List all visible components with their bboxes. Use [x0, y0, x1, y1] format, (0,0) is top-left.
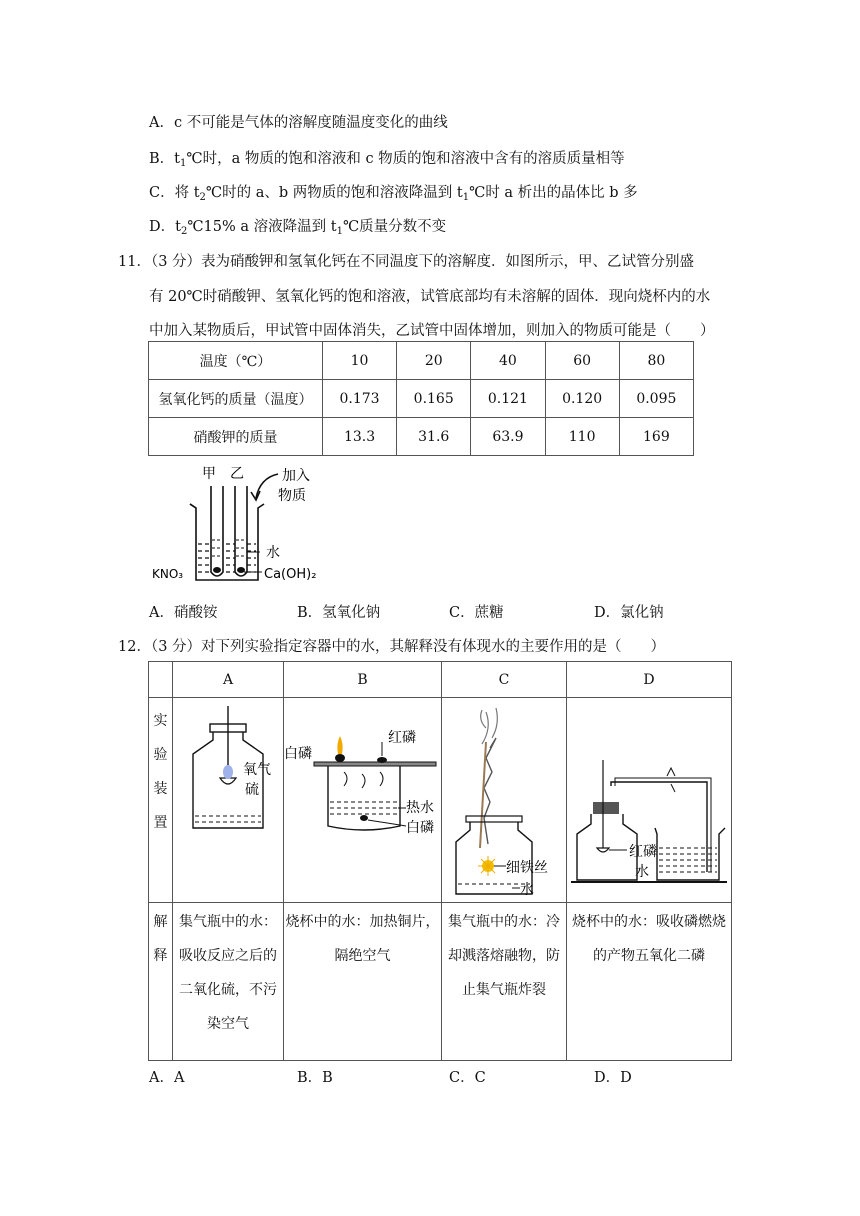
table-cell: 氢氧化钙的质量（温度） — [149, 380, 323, 418]
explanation-d — [567, 903, 732, 1061]
white-phosphorus-label-2: 白磷 — [406, 820, 434, 836]
q10-option-c: C．将 $t_2℃$时的 a、b 两物质的饱和溶液降温到 $t_1℃$时 a 析出的晶体比 b 多 — [149, 185, 638, 203]
red-phosphorus-label: 红磷 — [388, 730, 416, 746]
add-label-2: 物质 — [278, 488, 306, 504]
hot-water-label: 热水 — [406, 800, 434, 816]
phosphorus-combustion-diagram — [284, 698, 441, 898]
table-cell: 硝酸钾的质量 — [149, 418, 323, 456]
apparatus-b — [284, 698, 442, 903]
row-label-apparatus — [149, 698, 173, 903]
experiment-table — [148, 661, 732, 1061]
explanation-line: 染空气 — [207, 1016, 249, 1032]
table-header-cell: 60 — [545, 342, 619, 380]
explanation-line: 却溅落熔融物，防 — [448, 948, 560, 964]
beaker-test-tube-diagram — [150, 460, 360, 588]
table-row — [149, 903, 732, 1061]
table-row — [149, 418, 694, 456]
row-label-explanation — [149, 903, 173, 1061]
apparatus-d — [567, 698, 732, 903]
apparatus-c — [442, 698, 567, 903]
explanation-line: 集气瓶中的水：冷 — [448, 914, 560, 930]
table-header-cell: A — [173, 662, 284, 698]
table-cell: 169 — [619, 418, 693, 456]
table-header-row — [149, 662, 732, 698]
q12-option-b[interactable]: B．B — [297, 1070, 333, 1086]
q12-stem: 12．（3 分）对下列实验指定容器中的水，其解释没有体现水的主要作用的是（ ） — [118, 639, 666, 655]
q12-option-c[interactable]: C．C — [449, 1070, 486, 1086]
red-phosphorus-label-d: 红磷 — [629, 844, 657, 860]
sulfur-label: 硫 — [245, 782, 259, 798]
table-header-cell: 40 — [471, 342, 545, 380]
table-header-cell: 10 — [322, 342, 396, 380]
row-label-char: 释 — [153, 948, 168, 964]
row-label-char: 装 — [153, 781, 168, 797]
table-cell: 0.173 — [322, 380, 396, 418]
table-corner-cell — [149, 662, 173, 698]
table-header-cell: D — [567, 662, 732, 698]
explanation-b — [284, 903, 442, 1061]
explanation-line: 集气瓶中的水： — [179, 914, 277, 930]
table-cell: 0.165 — [397, 380, 471, 418]
q10-option-a: A．c 不可能是气体的溶解度随温度变化的曲线 — [149, 115, 448, 131]
table-cell: 0.095 — [619, 380, 693, 418]
table-cell: 63.9 — [471, 418, 545, 456]
kno3-label: KNO₃ — [152, 567, 184, 581]
red-phosphorus-absorption-diagram — [567, 698, 731, 898]
table-header-cell: C — [442, 662, 567, 698]
table-header-cell: B — [284, 662, 442, 698]
explanation-line: 止集气瓶炸裂 — [462, 982, 546, 998]
jia-label: 甲 — [202, 466, 216, 482]
table-header-cell: 20 — [397, 342, 471, 380]
explanation-line: 隔绝空气 — [334, 948, 391, 964]
explanation-a — [173, 903, 284, 1061]
water-label-d: 水 — [635, 864, 649, 880]
table-cell: 0.121 — [471, 380, 545, 418]
sulfur-in-oxygen-diagram — [173, 698, 283, 898]
q11-stem-line2: 有 20℃时硝酸钾、氢氧化钙的饱和溶液，试管底部均有未溶解的固体．现向烧杯内的水 — [149, 289, 711, 305]
explanation-line: 二氧化硫，不污 — [179, 982, 277, 998]
iron-wire-combustion-diagram — [442, 698, 566, 898]
q10-option-d: D．$t_2℃15\%$ a 溶液降温到 $t_1℃$质量分数不变 — [149, 219, 447, 237]
explanation-line: 烧杯中的水：吸收磷燃烧 — [572, 914, 726, 930]
water-label: 水 — [266, 545, 280, 561]
table-row — [149, 380, 694, 418]
q10-option-b: B．$t_1℃$时，a 物质的饱和溶液和 c 物质的饱和溶液中含有的溶质质量相等 — [149, 151, 625, 169]
explanation-line: 吸收反应之后的 — [179, 948, 277, 964]
yi-label: 乙 — [230, 466, 244, 482]
solubility-table — [148, 341, 694, 456]
table-header-row — [149, 342, 694, 380]
table-header-cell: 80 — [619, 342, 693, 380]
row-label-char: 验 — [153, 747, 168, 763]
table-cell: 31.6 — [397, 418, 471, 456]
explanation-line: 烧杯中的水：加热铜片， — [285, 914, 440, 930]
table-row — [149, 698, 732, 903]
q11-option-c[interactable]: C．蔗糖 — [449, 605, 504, 621]
oxygen-label: 氧气 — [243, 762, 271, 778]
iron-wire-label: 细铁丝 — [506, 860, 548, 876]
explanation-c — [442, 903, 567, 1061]
row-label-char: 置 — [153, 815, 168, 831]
table-cell: 13.3 — [322, 418, 396, 456]
q12-option-a[interactable]: A．A — [149, 1070, 185, 1086]
q11-stem-line3: 中加入某物质后，甲试管中固体消失，乙试管中固体增加，则加入的物质可能是（ ） — [149, 323, 715, 339]
q11-option-d[interactable]: D．氯化钠 — [594, 605, 664, 621]
add-label-1: 加入 — [282, 468, 310, 484]
table-cell: 110 — [545, 418, 619, 456]
white-phosphorus-label: 白磷 — [284, 746, 312, 762]
row-label-char: 实 — [153, 713, 168, 729]
water-label-c: 水 — [520, 882, 534, 898]
table-header-cell: 温度（℃） — [149, 342, 323, 380]
q11-stem-line1: 11．（3 分）表为硝酸钾和氢氧化钙在不同温度下的溶解度．如图所示，甲、乙试管分别盛 — [118, 254, 695, 270]
explanation-line: 的产物五氧化二磷 — [593, 948, 705, 964]
row-label-char: 解 — [153, 914, 168, 930]
caoh2-label: Ca(OH)₂ — [264, 567, 317, 582]
apparatus-a — [173, 698, 284, 903]
table-cell: 0.120 — [545, 380, 619, 418]
q11-option-a[interactable]: A．硝酸铵 — [149, 605, 218, 621]
q11-option-b[interactable]: B．氢氧化钠 — [297, 605, 381, 621]
q12-option-d[interactable]: D．D — [594, 1070, 632, 1086]
